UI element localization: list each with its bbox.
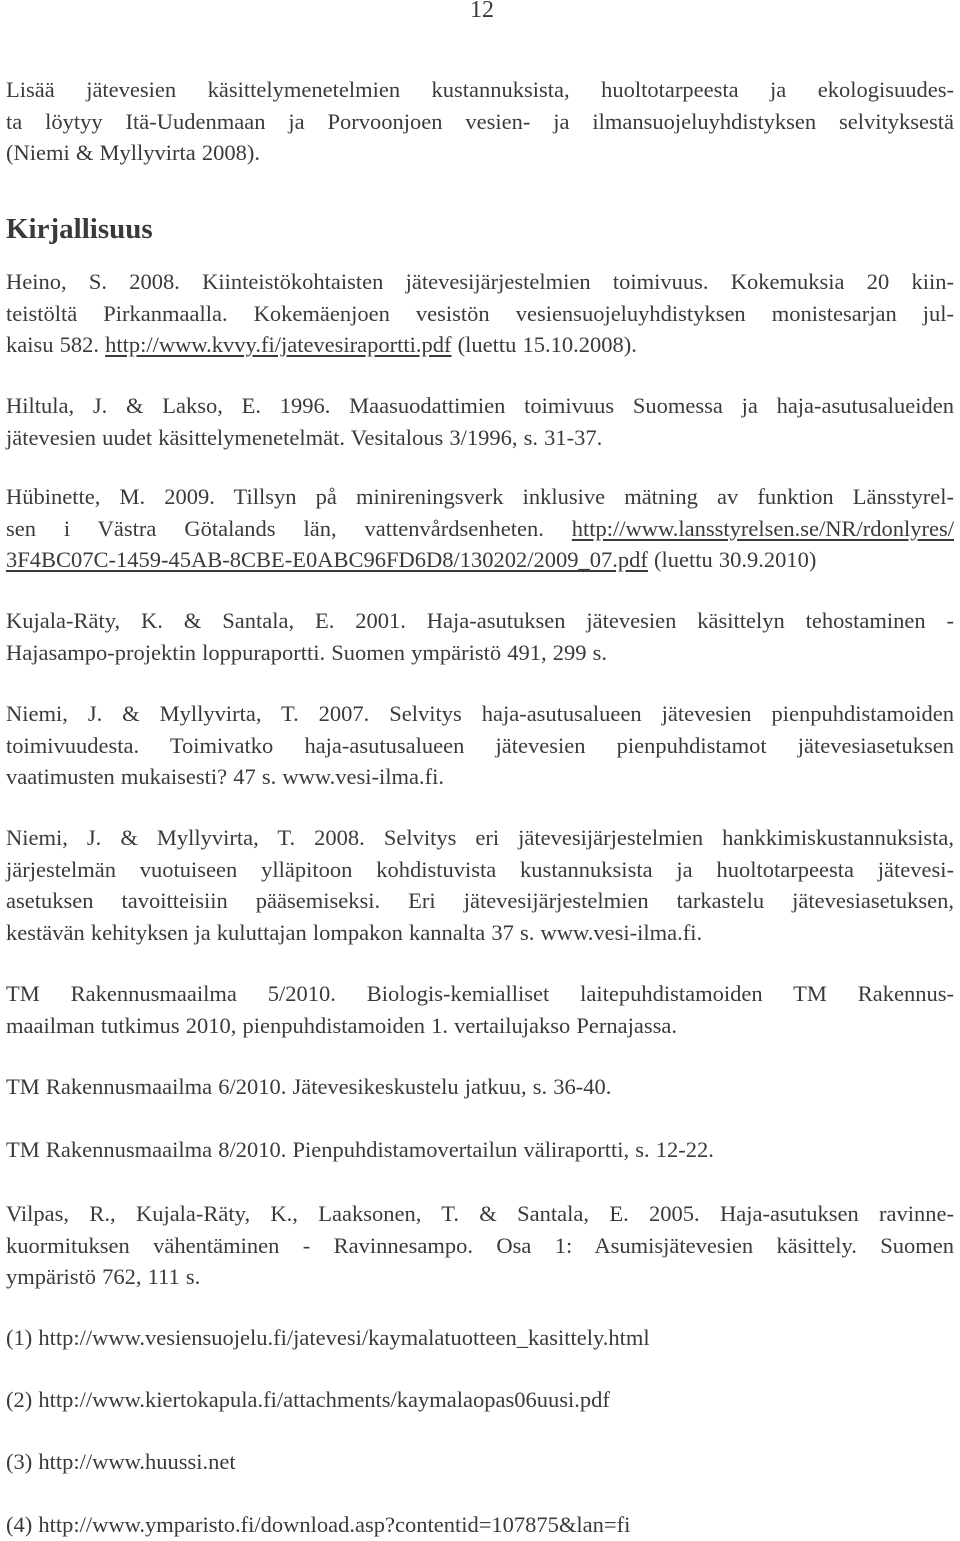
- reference-link[interactable]: http://www.lansstyrelsen.se/NR/rdonlyres/: [571, 515, 954, 541]
- reference-line: maailman tutkimus 2010, pienpuhdistamoiden 1. vertailujakso Pernajassa.: [6, 1012, 678, 1038]
- footnote-4: (4) http://www.ymparisto.fi/download.asp?contentid=107875&lan=fi: [6, 1512, 631, 1537]
- reference-kujala: [6, 605, 954, 668]
- reference-vilpas: [6, 1198, 954, 1293]
- reference-line: asetuksen tavoitteisiin pääsemiseksi. Eri jätevesijärjestelmien tarkastelu jätevesiasetuksen,: [6, 888, 954, 913]
- reference-hiltula: [6, 390, 954, 453]
- reference-line: teistöltä Pirkanmaalla. Kokemäenjoen vesistön vesiensuojeluyhdistyksen monistesarjan jul-: [6, 300, 954, 326]
- reference-line: [6, 544, 954, 576]
- reference-line: Niemi, J. & Myllyvirta, T. 2007. Selvitys haja-asutusalueen jätevesien pienpuhdistamoiden: [6, 701, 954, 726]
- reference-line: TM Rakennusmaailma 6/2010. Jätevesikeskustelu jatkuu, s. 36-40.: [6, 1074, 612, 1099]
- reference-line: järjestelmän vuotuiseen ylläpitoon kohdistuvista kustannuksista ja huoltotarpeesta jätevesi-: [6, 856, 954, 882]
- reference-text: (luettu 30.9.2010): [647, 547, 817, 572]
- reference-niemi-2008: [6, 822, 954, 948]
- reference-hubinette: [6, 481, 954, 576]
- reference-line: ympäristö 762, 111 s.: [6, 1264, 201, 1289]
- section-heading: Kirjallisuus: [6, 213, 153, 245]
- reference-tm-6: [6, 1071, 611, 1103]
- reference-line: Hiltula, J. & Lakso, E. 1996. Maasuodattimien toimivuus Suomessa ja haja-asutusalueiden: [6, 393, 954, 418]
- reference-link[interactable]: http://www.kvvy.fi/jatevesiraportti.pdf: [105, 332, 452, 357]
- reference-line: kuormituksen vähentäminen - Ravinnesampo. Osa 1: Asumisjätevesien käsittely. Suomen: [6, 1232, 954, 1258]
- reference-heino: [6, 266, 954, 361]
- reference-line: Heino, S. 2008. Kiinteistökohtaisten jätevesijärjestelmien toimivuus. Kokemuksia 20 kiin-: [6, 269, 954, 294]
- footnote-3: (3) http://www.huussi.net: [6, 1449, 236, 1474]
- reference-line: vaatimusten mukaisesti? 47 s. www.vesi-ilma.fi.: [6, 764, 444, 789]
- footnote-2: (2) http://www.kiertokapula.fi/attachments/kaymalaopas06uusi.pdf: [6, 1387, 610, 1412]
- footnote-1: (1) http://www.vesiensuojelu.fi/jatevesi/kaymalatuotteen_kasittely.html: [6, 1325, 650, 1350]
- reference-line: Kujala-Räty, K. & Santala, E. 2001. Haja-asutuksen jätevesien käsittelyn tehostaminen -: [6, 608, 954, 633]
- reference-link[interactable]: 3F4BC07C-1459-45AB-8CBE-E0ABC96FD6D8/130202/2009_07.pdf: [6, 547, 648, 572]
- intro-line: Lisää jätevesien käsittelymenetelmien kustannuksista, huoltotarpeesta ja ekologisuudes-: [6, 77, 954, 102]
- reference-line: TM Rakennusmaailma 8/2010. Pienpuhdistamovertailun väliraportti, s. 12-22.: [6, 1137, 714, 1162]
- reference-text: sen i Västra Götalands län, vattenvårdsenheten.: [6, 515, 572, 541]
- intro-line: (Niemi & Myllyvirta 2008).: [6, 140, 260, 165]
- reference-line: Niemi, J. & Myllyvirta, T. 2008. Selvitys eri jätevesijärjestelmien hankkimiskustannuksista,: [6, 825, 954, 850]
- reference-line: Hübinette, M. 2009. Tillsyn på minireningsverk inklusive mätning av funktion Länsstyrel-: [6, 484, 954, 509]
- intro-line: ta löytyy Itä-Uudenmaan ja Porvoonjoen vesien- ja ilmansuojeluyhdistyksen selvityksestä: [6, 108, 954, 134]
- reference-text: (luettu 15.10.2008).: [451, 332, 637, 357]
- reference-line: Vilpas, R., Kujala-Räty, K., Laaksonen, T. & Santala, E. 2005. Haja-asutuksen ravinne-: [6, 1201, 954, 1226]
- reference-line: kestävän kehityksen ja kuluttajan lompakon kannalta 37 s. www.vesi-ilma.fi.: [6, 919, 703, 945]
- page-number: 12: [470, 0, 494, 23]
- reference-line: jätevesien uudet käsittelymenetelmät. Vesitalous 3/1996, s. 31-37.: [6, 424, 603, 450]
- reference-line: [6, 329, 954, 361]
- reference-tm-8: [6, 1134, 714, 1166]
- reference-niemi-2007: [6, 698, 954, 793]
- reference-line: Hajasampo-projektin loppuraportti. Suomen ympäristö 491, 299 s.: [6, 639, 608, 665]
- reference-line: [6, 513, 954, 545]
- reference-line: TM Rakennusmaailma 5/2010. Biologis-kemialliset laitepuhdistamoiden TM Rakennus-: [6, 981, 954, 1006]
- reference-tm-5: [6, 978, 954, 1041]
- reference-text: kaisu 582.: [6, 332, 106, 357]
- reference-line: toimivuudesta. Toimivatko haja-asutusalueen jätevesien pienpuhdistamot jätevesiasetuksen: [6, 732, 954, 758]
- intro-paragraph: [6, 74, 954, 169]
